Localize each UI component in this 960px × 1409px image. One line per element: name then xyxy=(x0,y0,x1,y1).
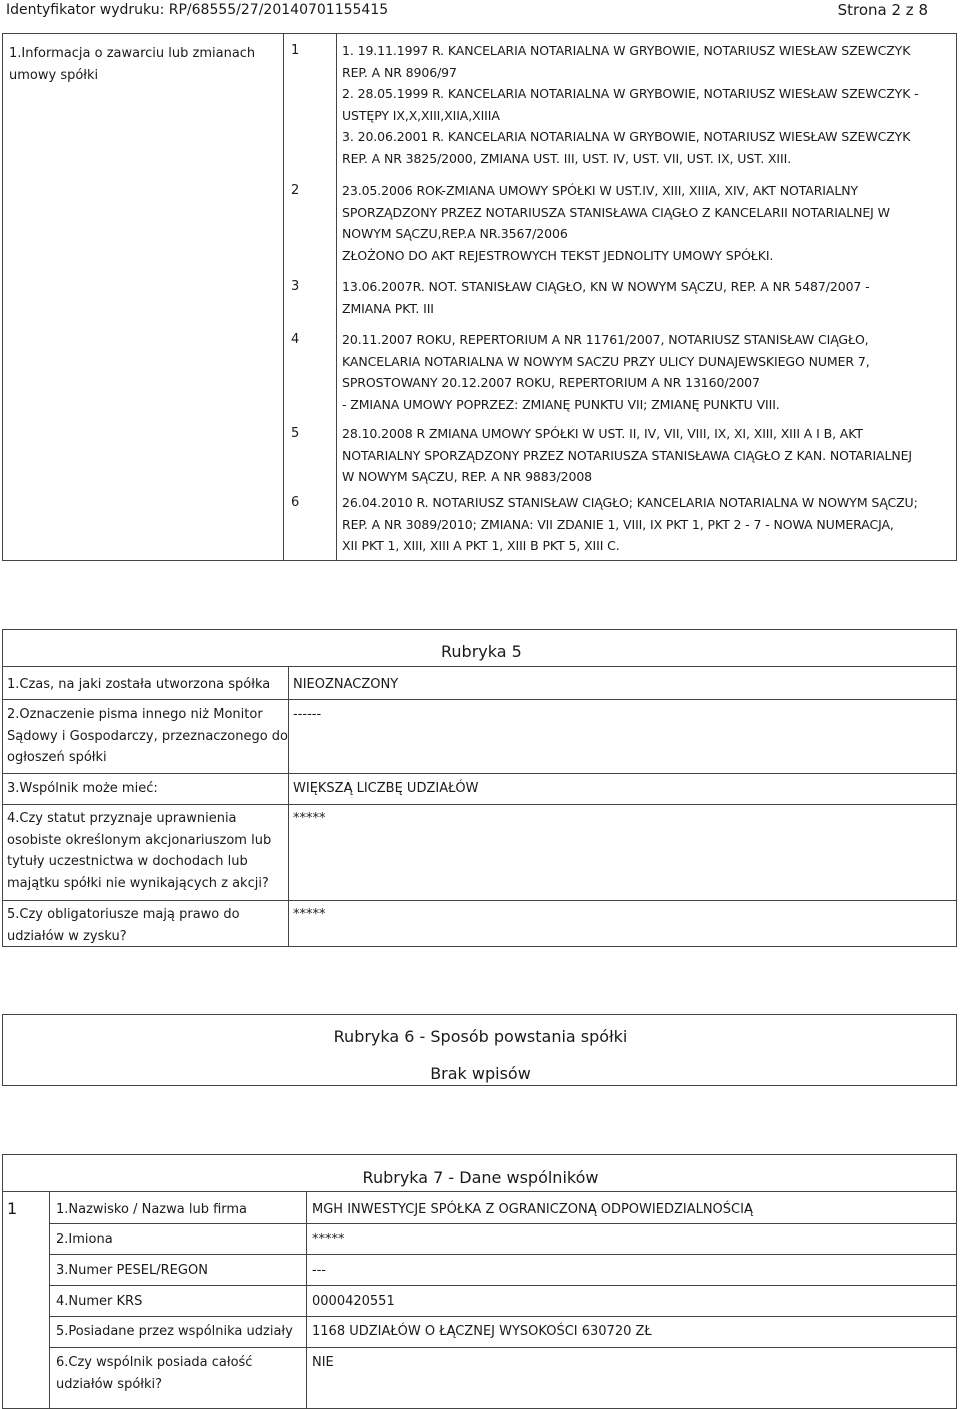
section-title: Rubryka 7 - Dane wspólników xyxy=(362,1168,599,1187)
label-line: 1.Nazwisko / Nazwa lub firma xyxy=(56,1202,248,1217)
field-value: WIĘKSZĄ LICZBĘ UDZIAŁÓW xyxy=(293,781,479,796)
label-line: udziałów w zysku? xyxy=(7,928,127,944)
entry-number: 4 xyxy=(291,332,300,347)
contract-info-table xyxy=(2,33,957,561)
print-header xyxy=(0,0,960,22)
entry-text xyxy=(342,180,952,266)
field-label xyxy=(56,1260,208,1282)
entry-number: 2 xyxy=(291,183,300,198)
column-divider xyxy=(283,34,284,560)
label-line: majątku spółki nie wynikających z akcji? xyxy=(7,875,269,891)
entry-line: REP. A NR 3089/2010; ZMIANA: VII ZDANIE 1, VIII, IX PKT 1, PKT 2 - 7 - NOWA NUMERACJA, xyxy=(342,516,894,532)
entry-line: 20.11.2007 ROKU, REPERTORIUM A NR 11761/2007, NOTARIUSZ STANISŁAW CIĄGŁO, xyxy=(342,332,869,347)
field-value: 0000420551 xyxy=(312,1294,395,1309)
entry-line: - ZMIANA UMOWY POPRZEZ: ZMIANĘ PUNKTU VII; ZMIANĘ PUNKTU VIII. xyxy=(342,396,780,412)
entry-line: NOTARIALNY SPORZĄDZONY PRZEZ NOTARIUSZA STANISŁAWA CIĄGŁO Z KAN. NOTARIALNEJ xyxy=(342,447,912,463)
field-value: MGH INWESTYCJE SPÓŁKA Z OGRANICZONĄ ODPOWIEDZIALNOŚCIĄ xyxy=(312,1202,753,1217)
row-divider xyxy=(49,1316,956,1317)
field-value: ------ xyxy=(293,707,322,722)
label-line: 3.Numer PESEL/REGON xyxy=(56,1263,208,1278)
rubryka-7-table xyxy=(2,1154,957,1409)
field-label xyxy=(7,778,158,800)
field-label xyxy=(7,808,271,894)
entry-line: W NOWYM SĄCZU, REP. A NR 9883/2008 xyxy=(342,469,593,484)
entry-line: ZMIANA PKT. III xyxy=(342,300,434,316)
row-divider xyxy=(49,1285,956,1286)
entry-number: 6 xyxy=(291,495,300,510)
entry-line: 23.05.2006 ROK-ZMIANA UMOWY SPÓŁKI W UST.IV, XIII, XIIIA, XIV, AKT NOTARIALNY xyxy=(342,183,858,198)
field-label xyxy=(56,1291,142,1313)
label-line: 5.Posiadane przez wspólnika udziały xyxy=(56,1324,293,1339)
rubryka-5-table xyxy=(2,629,957,947)
entry-text xyxy=(342,329,952,415)
field-value: ***** xyxy=(293,907,326,922)
field-label xyxy=(56,1199,247,1221)
label-line: umowy spółki xyxy=(9,68,99,83)
entry-number: 5 xyxy=(291,426,300,441)
contract-info-label xyxy=(9,43,279,87)
field-value: NIEOZNACZONY xyxy=(293,677,399,692)
row-divider xyxy=(3,773,956,774)
page-number: Strona 2 z 8 xyxy=(837,1,928,19)
entry-number: 3 xyxy=(291,279,300,294)
column-divider xyxy=(288,666,289,946)
entry-text xyxy=(342,40,952,169)
entry-line: SPROSTOWANY 20.12.2007 ROKU, REPERTORIUM A NR 13160/2007 xyxy=(342,375,760,390)
entry-line: USTĘPY IX,X,XIII,XIIA,XIIIA xyxy=(342,107,500,123)
label-line: 5.Czy obligatoriusze mają prawo do xyxy=(7,907,240,922)
section-title: Rubryka 6 - Sposób powstania spółki xyxy=(333,1027,628,1046)
row-divider xyxy=(49,1223,956,1224)
row-divider xyxy=(3,900,956,901)
field-value: ***** xyxy=(312,1232,345,1247)
label-line: 2.Imiona xyxy=(56,1232,113,1247)
entry-line: NOWYM SĄCZU,REP.A NR.3567/2006 xyxy=(342,226,568,241)
label-line: 1.Czas, na jaki została utworzona spółka xyxy=(7,677,271,692)
field-value: ***** xyxy=(293,811,326,826)
entry-line: 1. 19.11.1997 R. KANCELARIA NOTARIALNA W GRYBOWIE, NOTARIUSZ WIESŁAW SZEWCZYK xyxy=(342,43,911,58)
field-value: --- xyxy=(312,1263,327,1278)
entry-line: ZŁOŻONO DO AKT REJESTROWYCH TEKST JEDNOLITY UMOWY SPÓŁKI. xyxy=(342,247,774,263)
field-label xyxy=(7,704,288,769)
entry-number: 1 xyxy=(291,43,300,58)
field-label xyxy=(7,904,240,947)
entry-line: 28.10.2008 R ZMIANA UMOWY SPÓŁKI W UST. II, IV, VII, VIII, IX, XI, XIII, XIII A I B, AKT xyxy=(342,426,863,441)
label-line: 3.Wspólnik może mieć: xyxy=(7,781,158,796)
field-label xyxy=(56,1321,293,1343)
label-line: Sądowy i Gospodarczy, przeznaczonego do xyxy=(7,728,288,744)
row-divider xyxy=(49,1347,956,1348)
label-line: 4.Numer KRS xyxy=(56,1294,143,1309)
no-entries-text: Brak wpisów xyxy=(430,1064,531,1083)
rubryka-6-table xyxy=(2,1014,957,1086)
print-identifier: Identyfikator wydruku: RP/68555/27/20140701155415 xyxy=(6,2,389,18)
entry-text xyxy=(342,492,952,557)
section-title: Rubryka 5 xyxy=(441,642,522,661)
row-divider xyxy=(3,699,956,700)
label-line: 6.Czy wspólnik posiada całość xyxy=(56,1355,253,1370)
field-value: 1168 UDZIAŁÓW O ŁĄCZNEJ WYSOKOŚCI 630720 ZŁ xyxy=(312,1324,652,1339)
entry-line: 26.04.2010 R. NOTARIUSZ STANISŁAW CIĄGŁO; KANCELARIA NOTARIALNA W NOWYM SĄCZU; xyxy=(342,495,918,510)
label-line: udziałów spółki? xyxy=(56,1376,163,1392)
label-line: 1.Informacja o zawarciu lub zmianach xyxy=(9,46,256,61)
column-divider xyxy=(336,34,337,560)
field-label xyxy=(56,1352,252,1395)
entry-line: XII PKT 1, XIII, XIII A PKT 1, XIII B PKT 5, XIII C. xyxy=(342,538,620,553)
entry-text xyxy=(342,423,952,488)
field-label xyxy=(7,674,270,696)
entry-line: 3. 20.06.2001 R. KANCELARIA NOTARIALNA W GRYBOWIE, NOTARIUSZ WIESŁAW SZEWCZYK xyxy=(342,129,911,144)
label-line: ogłoszeń spółki xyxy=(7,750,107,765)
row-divider xyxy=(3,666,956,667)
partner-number: 1 xyxy=(7,1199,18,1218)
label-line: 2.Oznaczenie pisma innego niż Monitor xyxy=(7,707,263,722)
entry-line: 13.06.2007R. NOT. STANISŁAW CIĄGŁO, KN W NOWYM SĄCZU, REP. A NR 5487/2007 - xyxy=(342,279,870,294)
row-divider xyxy=(3,1191,956,1192)
entry-line: 2. 28.05.1999 R. KANCELARIA NOTARIALNA W GRYBOWIE, NOTARIUSZ WIESŁAW SZEWCZYK - xyxy=(342,86,919,101)
entry-line: KANCELARIA NOTARIALNA W NOWYM SACZU PRZY ULICY DUNAJEWSKIEGO NUMER 7, xyxy=(342,353,870,369)
entry-line: REP. A NR 8906/97 xyxy=(342,64,457,80)
row-divider xyxy=(49,1254,956,1255)
entry-text xyxy=(342,276,952,319)
label-line: 4.Czy statut przyznaje uprawnienia xyxy=(7,811,237,826)
entry-line: REP. A NR 3825/2000, ZMIANA UST. III, UST. IV, UST. VII, UST. IX, UST. XIII. xyxy=(342,150,792,166)
field-label xyxy=(56,1229,113,1251)
label-line: tytuły uczestnictwa w dochodach lub xyxy=(7,854,248,869)
field-value: NIE xyxy=(312,1355,334,1370)
row-divider xyxy=(3,804,956,805)
entry-line: SPORZĄDZONY PRZEZ NOTARIUSZA STANISŁAWA CIĄGŁO Z KANCELARII NOTARIALNEJ W xyxy=(342,204,890,220)
label-line: osobiste określonym akcjonariuszom lub xyxy=(7,832,272,848)
